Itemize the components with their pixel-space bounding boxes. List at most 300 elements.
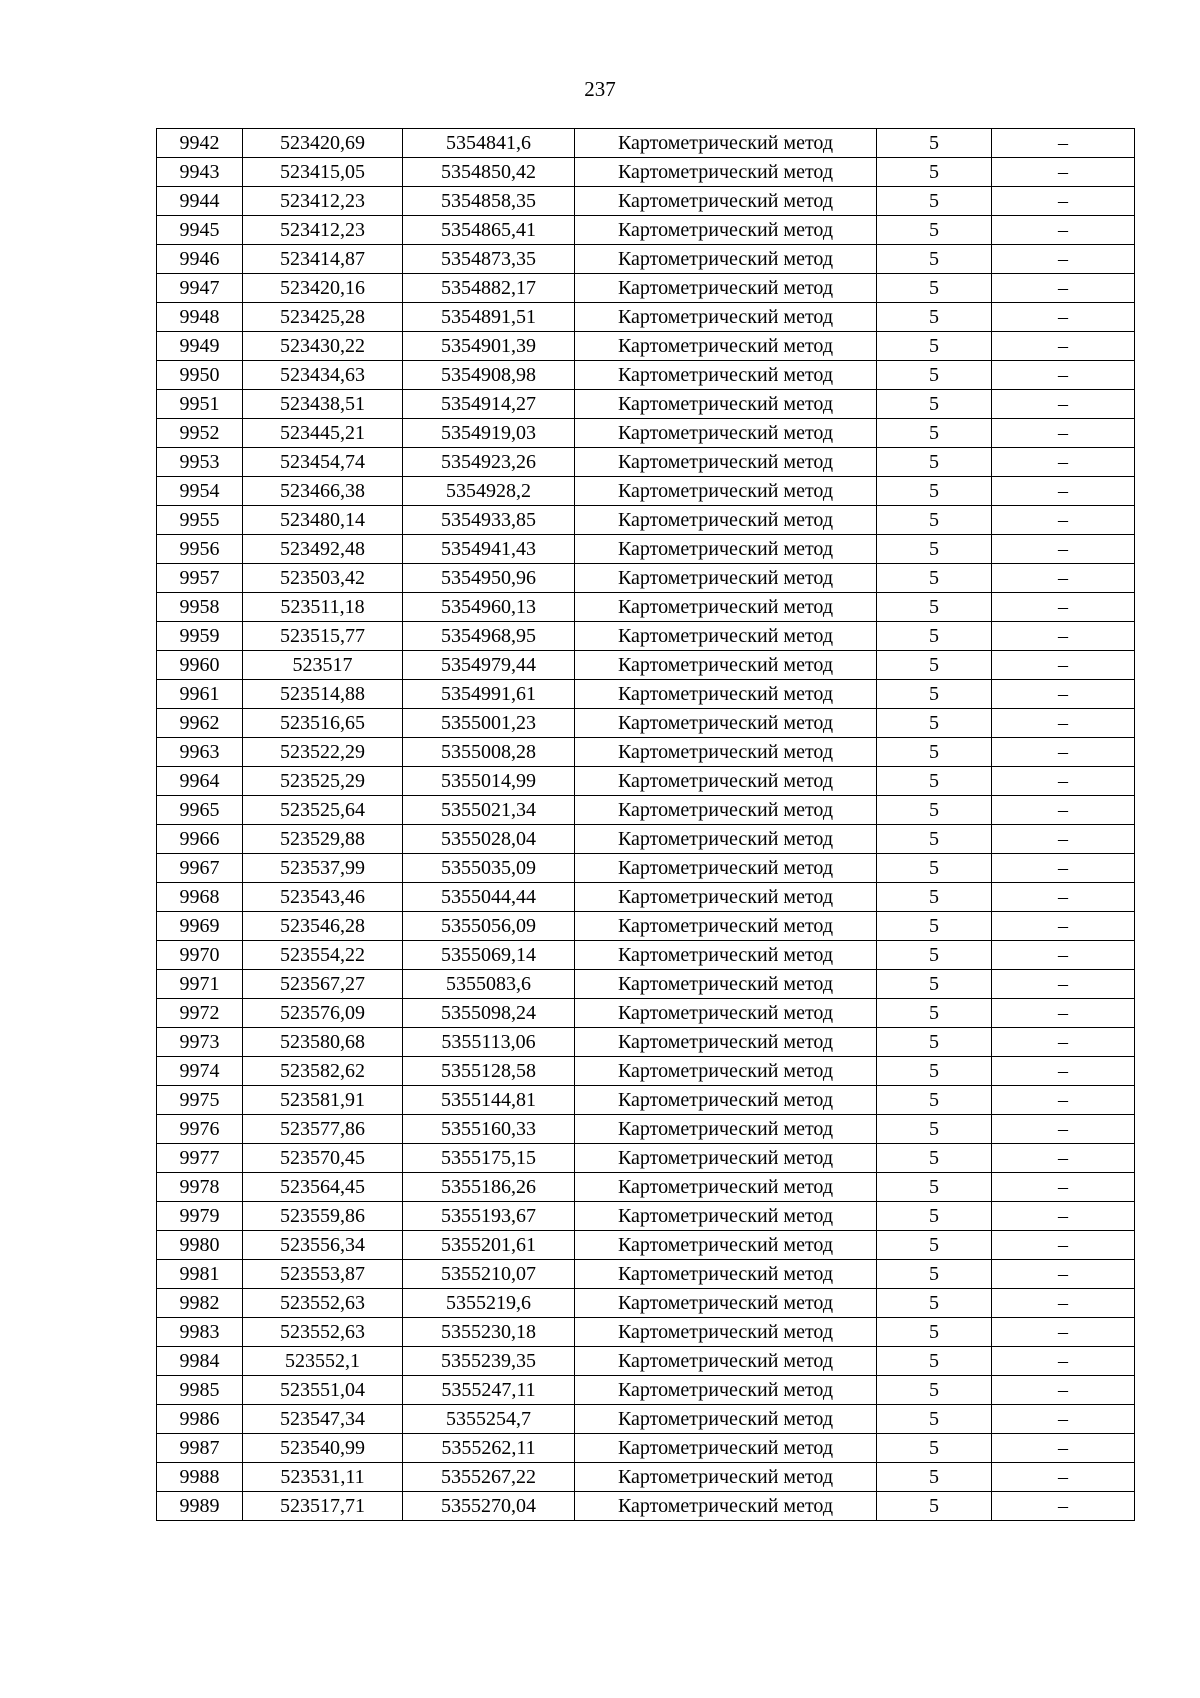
method-cell: Картометрический метод — [575, 216, 877, 245]
accuracy-cell: 5 — [877, 477, 992, 506]
y-coordinate-cell: 5355193,67 — [403, 1202, 575, 1231]
accuracy-cell: 5 — [877, 593, 992, 622]
method-cell: Картометрический метод — [575, 477, 877, 506]
y-coordinate-cell: 5355069,14 — [403, 941, 575, 970]
x-coordinate-cell: 523525,64 — [243, 796, 403, 825]
y-coordinate-cell: 5354873,35 — [403, 245, 575, 274]
table-row — [157, 680, 1135, 709]
point-number-cell: 9975 — [157, 1086, 243, 1115]
point-number-cell: 9972 — [157, 999, 243, 1028]
x-coordinate-cell: 523556,34 — [243, 1231, 403, 1260]
accuracy-cell: 5 — [877, 709, 992, 738]
description-cell: – — [992, 390, 1135, 419]
description-cell: – — [992, 1231, 1135, 1260]
accuracy-cell: 5 — [877, 506, 992, 535]
point-number-cell: 9949 — [157, 332, 243, 361]
accuracy-cell: 5 — [877, 1202, 992, 1231]
y-coordinate-cell: 5354968,95 — [403, 622, 575, 651]
table-row — [157, 970, 1135, 999]
point-number-cell: 9980 — [157, 1231, 243, 1260]
x-coordinate-cell: 523492,48 — [243, 535, 403, 564]
description-cell: – — [992, 245, 1135, 274]
description-cell: – — [992, 1057, 1135, 1086]
point-number-cell: 9973 — [157, 1028, 243, 1057]
x-coordinate-cell: 523430,22 — [243, 332, 403, 361]
x-coordinate-cell: 523543,46 — [243, 883, 403, 912]
y-coordinate-cell: 5354979,44 — [403, 651, 575, 680]
accuracy-cell: 5 — [877, 274, 992, 303]
x-coordinate-cell: 523537,99 — [243, 854, 403, 883]
x-coordinate-cell: 523551,04 — [243, 1376, 403, 1405]
description-cell: – — [992, 1318, 1135, 1347]
x-coordinate-cell: 523570,45 — [243, 1144, 403, 1173]
point-number-cell: 9981 — [157, 1260, 243, 1289]
x-coordinate-cell: 523438,51 — [243, 390, 403, 419]
method-cell: Картометрический метод — [575, 854, 877, 883]
accuracy-cell: 5 — [877, 216, 992, 245]
y-coordinate-cell: 5355014,99 — [403, 767, 575, 796]
table-row — [157, 593, 1135, 622]
accuracy-cell: 5 — [877, 883, 992, 912]
description-cell: – — [992, 1202, 1135, 1231]
method-cell: Картометрический метод — [575, 680, 877, 709]
point-number-cell: 9974 — [157, 1057, 243, 1086]
x-coordinate-cell: 523580,68 — [243, 1028, 403, 1057]
x-coordinate-cell: 523582,62 — [243, 1057, 403, 1086]
x-coordinate-cell: 523567,27 — [243, 970, 403, 999]
point-number-cell: 9946 — [157, 245, 243, 274]
y-coordinate-cell: 5354933,85 — [403, 506, 575, 535]
y-coordinate-cell: 5355021,34 — [403, 796, 575, 825]
y-coordinate-cell: 5354891,51 — [403, 303, 575, 332]
coordinates-table — [156, 128, 1135, 1521]
x-coordinate-cell: 523522,29 — [243, 738, 403, 767]
accuracy-cell: 5 — [877, 941, 992, 970]
x-coordinate-cell: 523514,88 — [243, 680, 403, 709]
table-row — [157, 535, 1135, 564]
accuracy-cell: 5 — [877, 448, 992, 477]
y-coordinate-cell: 5354960,13 — [403, 593, 575, 622]
accuracy-cell: 5 — [877, 912, 992, 941]
description-cell: – — [992, 1434, 1135, 1463]
point-number-cell: 9952 — [157, 419, 243, 448]
table-row — [157, 912, 1135, 941]
description-cell: – — [992, 419, 1135, 448]
x-coordinate-cell: 523540,99 — [243, 1434, 403, 1463]
method-cell: Картометрический метод — [575, 1173, 877, 1202]
table-row — [157, 1260, 1135, 1289]
method-cell: Картометрический метод — [575, 941, 877, 970]
table-row — [157, 1115, 1135, 1144]
accuracy-cell: 5 — [877, 680, 992, 709]
description-cell: – — [992, 1405, 1135, 1434]
x-coordinate-cell: 523547,34 — [243, 1405, 403, 1434]
description-cell: – — [992, 1260, 1135, 1289]
table-row — [157, 854, 1135, 883]
x-coordinate-cell: 523412,23 — [243, 216, 403, 245]
page-number: 237 — [584, 77, 616, 101]
x-coordinate-cell: 523466,38 — [243, 477, 403, 506]
accuracy-cell: 5 — [877, 1028, 992, 1057]
table-row — [157, 1057, 1135, 1086]
table-row — [157, 1086, 1135, 1115]
description-cell: – — [992, 999, 1135, 1028]
description-cell: – — [992, 1463, 1135, 1492]
table-row — [157, 274, 1135, 303]
description-cell: – — [992, 709, 1135, 738]
y-coordinate-cell: 5355144,81 — [403, 1086, 575, 1115]
x-coordinate-cell: 523525,29 — [243, 767, 403, 796]
y-coordinate-cell: 5355028,04 — [403, 825, 575, 854]
description-cell: – — [992, 1492, 1135, 1521]
x-coordinate-cell: 523480,14 — [243, 506, 403, 535]
point-number-cell: 9962 — [157, 709, 243, 738]
point-number-cell: 9942 — [157, 129, 243, 158]
point-number-cell: 9967 — [157, 854, 243, 883]
y-coordinate-cell: 5354950,96 — [403, 564, 575, 593]
y-coordinate-cell: 5355186,26 — [403, 1173, 575, 1202]
point-number-cell: 9982 — [157, 1289, 243, 1318]
method-cell: Картометрический метод — [575, 825, 877, 854]
description-cell: – — [992, 216, 1135, 245]
point-number-cell: 9988 — [157, 1463, 243, 1492]
method-cell: Картометрический метод — [575, 1347, 877, 1376]
point-number-cell: 9984 — [157, 1347, 243, 1376]
y-coordinate-cell: 5354908,98 — [403, 361, 575, 390]
method-cell: Картометрический метод — [575, 303, 877, 332]
table-row — [157, 448, 1135, 477]
y-coordinate-cell: 5354882,17 — [403, 274, 575, 303]
table-row — [157, 187, 1135, 216]
point-number-cell: 9986 — [157, 1405, 243, 1434]
x-coordinate-cell: 523552,1 — [243, 1347, 403, 1376]
y-coordinate-cell: 5355254,7 — [403, 1405, 575, 1434]
description-cell: – — [992, 593, 1135, 622]
point-number-cell: 9958 — [157, 593, 243, 622]
point-number-cell: 9966 — [157, 825, 243, 854]
x-coordinate-cell: 523576,09 — [243, 999, 403, 1028]
table-row — [157, 419, 1135, 448]
description-cell: – — [992, 767, 1135, 796]
x-coordinate-cell: 523517 — [243, 651, 403, 680]
y-coordinate-cell: 5355113,06 — [403, 1028, 575, 1057]
y-coordinate-cell: 5355160,33 — [403, 1115, 575, 1144]
method-cell: Картометрический метод — [575, 1115, 877, 1144]
y-coordinate-cell: 5355128,58 — [403, 1057, 575, 1086]
x-coordinate-cell: 523546,28 — [243, 912, 403, 941]
method-cell: Картометрический метод — [575, 332, 877, 361]
table-row — [157, 738, 1135, 767]
method-cell: Картометрический метод — [575, 1434, 877, 1463]
accuracy-cell: 5 — [877, 1347, 992, 1376]
accuracy-cell: 5 — [877, 303, 992, 332]
table-row — [157, 1405, 1135, 1434]
description-cell: – — [992, 680, 1135, 709]
accuracy-cell: 5 — [877, 825, 992, 854]
y-coordinate-cell: 5354850,42 — [403, 158, 575, 187]
description-cell: – — [992, 187, 1135, 216]
method-cell: Картометрический метод — [575, 506, 877, 535]
method-cell: Картометрический метод — [575, 1086, 877, 1115]
method-cell: Картометрический метод — [575, 448, 877, 477]
accuracy-cell: 5 — [877, 1318, 992, 1347]
description-cell: – — [992, 854, 1135, 883]
x-coordinate-cell: 523554,22 — [243, 941, 403, 970]
x-coordinate-cell: 523531,11 — [243, 1463, 403, 1492]
y-coordinate-cell: 5355175,15 — [403, 1144, 575, 1173]
accuracy-cell: 5 — [877, 361, 992, 390]
description-cell: – — [992, 825, 1135, 854]
point-number-cell: 9961 — [157, 680, 243, 709]
method-cell: Картометрический метод — [575, 564, 877, 593]
method-cell: Картометрический метод — [575, 651, 877, 680]
point-number-cell: 9985 — [157, 1376, 243, 1405]
y-coordinate-cell: 5355239,35 — [403, 1347, 575, 1376]
accuracy-cell: 5 — [877, 390, 992, 419]
point-number-cell: 9968 — [157, 883, 243, 912]
y-coordinate-cell: 5354919,03 — [403, 419, 575, 448]
table-row — [157, 825, 1135, 854]
table-row — [157, 767, 1135, 796]
description-cell: – — [992, 622, 1135, 651]
accuracy-cell: 5 — [877, 1376, 992, 1405]
method-cell: Картометрический метод — [575, 390, 877, 419]
accuracy-cell: 5 — [877, 1260, 992, 1289]
point-number-cell: 9953 — [157, 448, 243, 477]
method-cell: Картометрический метод — [575, 361, 877, 390]
description-cell: – — [992, 1347, 1135, 1376]
table-row — [157, 1202, 1135, 1231]
description-cell: – — [992, 1144, 1135, 1173]
accuracy-cell: 5 — [877, 1115, 992, 1144]
point-number-cell: 9969 — [157, 912, 243, 941]
table-row — [157, 332, 1135, 361]
description-cell: – — [992, 274, 1135, 303]
method-cell: Картометрический метод — [575, 593, 877, 622]
table-row — [157, 216, 1135, 245]
method-cell: Картометрический метод — [575, 245, 877, 274]
accuracy-cell: 5 — [877, 767, 992, 796]
accuracy-cell: 5 — [877, 738, 992, 767]
description-cell: – — [992, 1115, 1135, 1144]
point-number-cell: 9983 — [157, 1318, 243, 1347]
method-cell: Картометрический метод — [575, 1376, 877, 1405]
description-cell: – — [992, 970, 1135, 999]
point-number-cell: 9945 — [157, 216, 243, 245]
method-cell: Картометрический метод — [575, 1463, 877, 1492]
y-coordinate-cell: 5355201,61 — [403, 1231, 575, 1260]
table-row — [157, 477, 1135, 506]
method-cell: Картометрический метод — [575, 999, 877, 1028]
table-row — [157, 1231, 1135, 1260]
y-coordinate-cell: 5354865,41 — [403, 216, 575, 245]
accuracy-cell: 5 — [877, 535, 992, 564]
x-coordinate-cell: 523425,28 — [243, 303, 403, 332]
y-coordinate-cell: 5355083,6 — [403, 970, 575, 999]
description-cell: – — [992, 796, 1135, 825]
y-coordinate-cell: 5354841,6 — [403, 129, 575, 158]
description-cell: – — [992, 1376, 1135, 1405]
description-cell: – — [992, 129, 1135, 158]
point-number-cell: 9947 — [157, 274, 243, 303]
y-coordinate-cell: 5355056,09 — [403, 912, 575, 941]
accuracy-cell: 5 — [877, 622, 992, 651]
point-number-cell: 9960 — [157, 651, 243, 680]
table-row — [157, 941, 1135, 970]
x-coordinate-cell: 523503,42 — [243, 564, 403, 593]
description-cell: – — [992, 941, 1135, 970]
table-row — [157, 1492, 1135, 1521]
y-coordinate-cell: 5355270,04 — [403, 1492, 575, 1521]
x-coordinate-cell: 523552,63 — [243, 1289, 403, 1318]
point-number-cell: 9956 — [157, 535, 243, 564]
y-coordinate-cell: 5355219,6 — [403, 1289, 575, 1318]
table-row — [157, 1463, 1135, 1492]
method-cell: Картометрический метод — [575, 709, 877, 738]
description-cell: – — [992, 912, 1135, 941]
y-coordinate-cell: 5354858,35 — [403, 187, 575, 216]
method-cell: Картометрический метод — [575, 1231, 877, 1260]
point-number-cell: 9970 — [157, 941, 243, 970]
accuracy-cell: 5 — [877, 854, 992, 883]
point-number-cell: 9957 — [157, 564, 243, 593]
accuracy-cell: 5 — [877, 1173, 992, 1202]
method-cell: Картометрический метод — [575, 1405, 877, 1434]
method-cell: Картометрический метод — [575, 767, 877, 796]
accuracy-cell: 5 — [877, 1289, 992, 1318]
method-cell: Картометрический метод — [575, 883, 877, 912]
accuracy-cell: 5 — [877, 158, 992, 187]
description-cell: – — [992, 651, 1135, 680]
accuracy-cell: 5 — [877, 1405, 992, 1434]
method-cell: Картометрический метод — [575, 1144, 877, 1173]
description-cell: – — [992, 1173, 1135, 1202]
description-cell: – — [992, 564, 1135, 593]
y-coordinate-cell: 5354928,2 — [403, 477, 575, 506]
table-row — [157, 303, 1135, 332]
accuracy-cell: 5 — [877, 245, 992, 274]
accuracy-cell: 5 — [877, 651, 992, 680]
y-coordinate-cell: 5355008,28 — [403, 738, 575, 767]
description-cell: – — [992, 1086, 1135, 1115]
x-coordinate-cell: 523434,63 — [243, 361, 403, 390]
point-number-cell: 9944 — [157, 187, 243, 216]
point-number-cell: 9948 — [157, 303, 243, 332]
accuracy-cell: 5 — [877, 796, 992, 825]
point-number-cell: 9977 — [157, 1144, 243, 1173]
table-row — [157, 796, 1135, 825]
method-cell: Картометрический метод — [575, 187, 877, 216]
accuracy-cell: 5 — [877, 1144, 992, 1173]
y-coordinate-cell: 5355210,07 — [403, 1260, 575, 1289]
table-row — [157, 1347, 1135, 1376]
accuracy-cell: 5 — [877, 1086, 992, 1115]
y-coordinate-cell: 5354901,39 — [403, 332, 575, 361]
point-number-cell: 9959 — [157, 622, 243, 651]
method-cell: Картометрический метод — [575, 535, 877, 564]
accuracy-cell: 5 — [877, 1231, 992, 1260]
table-row — [157, 245, 1135, 274]
x-coordinate-cell: 523517,71 — [243, 1492, 403, 1521]
point-number-cell: 9943 — [157, 158, 243, 187]
x-coordinate-cell: 523445,21 — [243, 419, 403, 448]
y-coordinate-cell: 5354991,61 — [403, 680, 575, 709]
method-cell: Картометрический метод — [575, 1289, 877, 1318]
x-coordinate-cell: 523516,65 — [243, 709, 403, 738]
table-row — [157, 506, 1135, 535]
y-coordinate-cell: 5355262,11 — [403, 1434, 575, 1463]
table-row — [157, 709, 1135, 738]
description-cell: – — [992, 1289, 1135, 1318]
description-cell: – — [992, 332, 1135, 361]
y-coordinate-cell: 5354923,26 — [403, 448, 575, 477]
y-coordinate-cell: 5355044,44 — [403, 883, 575, 912]
accuracy-cell: 5 — [877, 1434, 992, 1463]
description-cell: – — [992, 361, 1135, 390]
accuracy-cell: 5 — [877, 564, 992, 593]
point-number-cell: 9971 — [157, 970, 243, 999]
x-coordinate-cell: 523564,45 — [243, 1173, 403, 1202]
accuracy-cell: 5 — [877, 187, 992, 216]
y-coordinate-cell: 5354941,43 — [403, 535, 575, 564]
method-cell: Картометрический метод — [575, 274, 877, 303]
table-row — [157, 883, 1135, 912]
method-cell: Картометрический метод — [575, 129, 877, 158]
x-coordinate-cell: 523581,91 — [243, 1086, 403, 1115]
point-number-cell: 9951 — [157, 390, 243, 419]
method-cell: Картометрический метод — [575, 1202, 877, 1231]
method-cell: Картометрический метод — [575, 738, 877, 767]
description-cell: – — [992, 448, 1135, 477]
table-row — [157, 1028, 1135, 1057]
point-number-cell: 9965 — [157, 796, 243, 825]
x-coordinate-cell: 523529,88 — [243, 825, 403, 854]
description-cell: – — [992, 535, 1135, 564]
table-row — [157, 999, 1135, 1028]
method-cell: Картометрический метод — [575, 158, 877, 187]
point-number-cell: 9987 — [157, 1434, 243, 1463]
point-number-cell: 9979 — [157, 1202, 243, 1231]
description-cell: – — [992, 303, 1135, 332]
method-cell: Картометрический метод — [575, 1318, 877, 1347]
accuracy-cell: 5 — [877, 419, 992, 448]
description-cell: – — [992, 477, 1135, 506]
accuracy-cell: 5 — [877, 999, 992, 1028]
point-number-cell: 9989 — [157, 1492, 243, 1521]
x-coordinate-cell: 523553,87 — [243, 1260, 403, 1289]
method-cell: Картометрический метод — [575, 912, 877, 941]
accuracy-cell: 5 — [877, 1057, 992, 1086]
point-number-cell: 9963 — [157, 738, 243, 767]
x-coordinate-cell: 523515,77 — [243, 622, 403, 651]
table-row — [157, 1289, 1135, 1318]
method-cell: Картометрический метод — [575, 1260, 877, 1289]
table-row — [157, 1144, 1135, 1173]
table-row — [157, 1434, 1135, 1463]
y-coordinate-cell: 5355230,18 — [403, 1318, 575, 1347]
table-row — [157, 158, 1135, 187]
y-coordinate-cell: 5355001,23 — [403, 709, 575, 738]
point-number-cell: 9955 — [157, 506, 243, 535]
accuracy-cell: 5 — [877, 1463, 992, 1492]
point-number-cell: 9964 — [157, 767, 243, 796]
description-cell: – — [992, 883, 1135, 912]
description-cell: – — [992, 738, 1135, 767]
table-row — [157, 1173, 1135, 1202]
table-row — [157, 129, 1135, 158]
table-row — [157, 390, 1135, 419]
coordinates-table-body — [157, 129, 1135, 1521]
